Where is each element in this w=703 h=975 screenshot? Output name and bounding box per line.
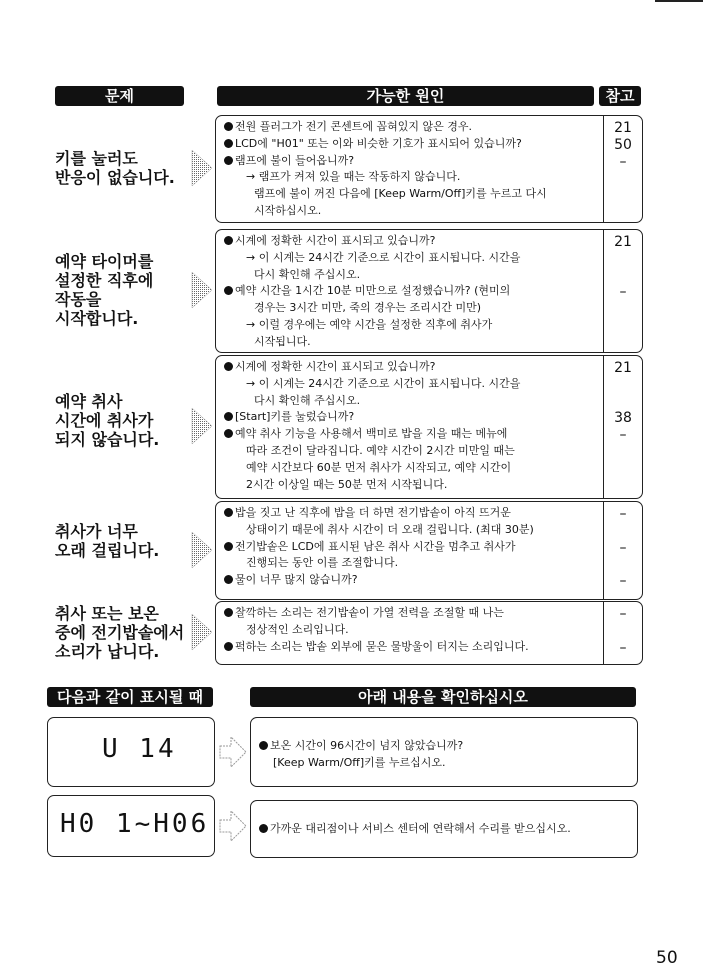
cause-line [224, 334, 604, 351]
message-line [273, 755, 446, 771]
cause-text: 물이 너무 많지 않습니까? [235, 573, 358, 587]
cause-line [224, 409, 604, 426]
message-line [259, 821, 571, 837]
problem-text [55, 604, 184, 661]
cause-line [224, 443, 604, 460]
cause-content [224, 605, 604, 655]
problem-text [55, 522, 159, 560]
bullet-icon [224, 139, 233, 148]
display-code: U 14 [102, 734, 177, 764]
cause-text: 상태이기 때문에 취사 시간이 더 오래 걸립니다. (최대 30분) [246, 522, 534, 536]
bullet-icon [259, 741, 268, 750]
cause-text: 시계에 정확한 시간이 표시되고 있습니까? [235, 234, 436, 247]
cause-content [224, 233, 604, 351]
cause-text: 예약 시간을 1시간 10분 미만으로 설정했습니까? (현미의 [235, 284, 511, 298]
cause-box [215, 501, 643, 600]
header-problem-label: 문제 [105, 87, 134, 105]
problem-line: 중에 전기밥솥에서 [55, 623, 185, 642]
message-text: 가까운 대리점이나 서비스 센터에 연락해서 수리를 받으십시오. [270, 822, 571, 835]
message-box-2 [250, 800, 638, 858]
cause-line [224, 136, 604, 153]
reference-column [603, 502, 642, 599]
cause-box [215, 601, 643, 665]
cause-line [224, 283, 604, 300]
reference-page: – [619, 506, 627, 522]
cause-line [224, 233, 604, 250]
problem-line: 예약 타이머를 [55, 252, 154, 271]
cause-line [224, 119, 604, 136]
problem-line: 예약 취사 [55, 392, 123, 411]
cause-text: 시작됩니다. [254, 334, 311, 348]
reference-page: – [619, 639, 627, 656]
arrow-right-icon [190, 271, 214, 309]
cause-text: 램프에 불이 꺼진 다음에 [Keep Warm/Off]키를 누르고 다시 [254, 187, 547, 201]
reference-page: 38 [614, 410, 632, 427]
cause-text: 다시 확인해 주십시오. [254, 267, 361, 281]
reference-column [603, 356, 642, 498]
arrow-icon [219, 808, 247, 844]
problem-line: 시간에 취사가 [55, 411, 154, 430]
cause-text: 예약 시간보다 60분 먼저 취사가 시작되고, 예약 시간이 [246, 460, 512, 474]
problem-text [55, 252, 153, 328]
cause-line [224, 203, 604, 220]
cause-text: → 이 시계는 24시간 기준으로 시간이 표시됩니다. 시간을 [246, 250, 521, 264]
cause-content [224, 119, 604, 220]
cause-text: 시작하십시오. [254, 203, 322, 217]
header-display-label: 다음과 같이 표시될 때 [56, 688, 204, 706]
cause-line [224, 622, 604, 639]
problem-line: 오래 걸립니다. [55, 541, 160, 560]
cause-line [224, 555, 604, 572]
bullet-icon [224, 236, 233, 245]
header-ref-label: 참고 [605, 87, 635, 105]
cause-box [215, 115, 643, 223]
cause-line [224, 505, 604, 522]
bullet-icon [224, 575, 233, 584]
reference-page: – [619, 539, 627, 556]
header-check [250, 687, 636, 707]
reference-page: – [619, 427, 627, 444]
reference-column [603, 116, 642, 222]
cause-line [224, 393, 604, 410]
cause-text: 퍽하는 소리는 밥솥 외부에 묻은 물방울이 터지는 소리입니다. [235, 639, 529, 653]
cause-text: 찰깍하는 소리는 전기밥솥이 가열 전력을 조절할 때 나는 [235, 606, 504, 619]
cause-text: 정상적인 소리입니다. [246, 622, 349, 636]
page-number: 50 [656, 948, 678, 968]
arrow-right-icon [190, 149, 214, 187]
cause-content [224, 505, 604, 589]
cause-text: 전원 플러그가 전기 콘센트에 꼽혀있지 않은 경우. [235, 120, 472, 133]
cause-line [224, 605, 604, 622]
display-box-1 [47, 717, 215, 787]
message-text: 보온 시간이 96시간이 넘지 않았습니까? [270, 739, 464, 752]
message-line [259, 738, 463, 754]
cause-text: 램프에 불이 들어옵니까? [235, 153, 355, 167]
bullet-icon [224, 429, 233, 438]
reference-page: 50 [614, 136, 632, 153]
problem-line: 설정한 직후에 [55, 271, 154, 290]
cause-line [224, 460, 604, 477]
reference-column [603, 230, 642, 352]
cause-line [224, 376, 604, 393]
problem-line: 키를 눌러도 [55, 149, 138, 168]
problem-line: 반응이 없습니다. [55, 168, 175, 187]
bullet-icon [259, 824, 268, 833]
cause-line [224, 477, 604, 494]
reference-page: – [619, 284, 627, 301]
cause-line [224, 169, 604, 186]
cause-text: 예약 취사 기능을 사용해서 백미로 밥을 지을 때는 메뉴에 [235, 427, 508, 441]
cause-line [224, 539, 604, 556]
cause-line [224, 572, 604, 589]
header-cause-label: 가능한 원인 [366, 87, 445, 105]
cause-content [224, 359, 604, 493]
bullet-icon [224, 542, 233, 551]
problem-line: 되지 않습니다. [55, 430, 160, 449]
cause-line [224, 300, 604, 317]
problem-line: 시작합니다. [55, 309, 139, 328]
reference-page: 21 [614, 234, 632, 250]
bullet-icon [224, 156, 233, 165]
problem-text [55, 149, 175, 187]
cause-text: 시계에 정확한 시간이 표시되고 있습니까? [235, 360, 436, 373]
cause-box [215, 355, 643, 499]
reference-page: – [619, 573, 627, 590]
cause-line [224, 186, 604, 203]
cause-text: 따라 조건이 달라집니다. 예약 시간이 2시간 미만일 때는 [246, 443, 515, 457]
cause-text: → 이럴 경우에는 예약 시간을 설정한 직후에 취사가 [246, 317, 493, 331]
top-rule [655, 0, 703, 2]
cause-line [224, 267, 604, 284]
cause-text: 밥을 짓고 난 직후에 밥을 더 하면 전기밥솥이 아직 뜨거운 [235, 506, 511, 519]
cause-text: 다시 확인해 주십시오. [254, 393, 361, 407]
header-ref [599, 86, 641, 106]
bullet-icon [224, 362, 233, 371]
cause-text: 2시간 이상일 때는 50분 먼저 시작됩니다. [246, 477, 448, 491]
cause-line [224, 153, 604, 170]
problem-line: 소리가 납니다. [55, 642, 160, 661]
arrow-right-icon [190, 613, 214, 651]
arrow-icon [219, 734, 247, 770]
cause-line [224, 426, 604, 443]
header-problem [55, 86, 184, 106]
cause-text: → 이 시계는 24시간 기준으로 시간이 표시됩니다. 시간을 [246, 376, 521, 390]
message-box-1 [250, 717, 638, 787]
bullet-icon [224, 286, 233, 295]
cause-line [224, 317, 604, 334]
cause-text: 경우는 3시간 미만, 죽의 경우는 조리시간 미만) [254, 301, 482, 315]
cause-text: [Start]키를 눌렀습니까? [235, 410, 355, 424]
bullet-icon [224, 508, 233, 517]
arrow-right-icon [190, 407, 214, 445]
bullet-icon [224, 642, 233, 651]
header-check-label: 아래 내용을 확인하십시오 [358, 688, 528, 706]
cause-box [215, 229, 643, 353]
bullet-icon [224, 608, 233, 617]
cause-text: LCD에 "H01" 또는 이와 비슷한 기호가 표시되어 있습니까? [235, 136, 522, 150]
cause-line [224, 522, 604, 539]
reference-page: – [619, 606, 627, 622]
problem-line: 취사 또는 보온 [55, 604, 159, 623]
problem-text [55, 392, 159, 449]
reference-page: – [619, 153, 627, 170]
reference-column [603, 602, 642, 664]
cause-text: → 램프가 켜져 있을 때는 작동하지 않습니다. [246, 170, 461, 184]
cause-line [224, 250, 604, 267]
display-box-2 [47, 795, 215, 857]
problem-line: 취사가 너무 [55, 522, 138, 541]
header-display [47, 687, 213, 707]
cause-text: 전기밥솥은 LCD에 표시된 남은 취사 시간을 멈추고 취사가 [235, 539, 516, 553]
bullet-icon [224, 122, 233, 131]
cause-line [224, 639, 604, 656]
cause-line [224, 359, 604, 376]
cause-text: 진행되는 동안 이를 조절합니다. [246, 556, 399, 570]
header-cause [217, 86, 594, 106]
reference-page: 21 [614, 120, 632, 136]
problem-line: 작동을 [55, 290, 102, 309]
bullet-icon [224, 412, 233, 421]
arrow-right-icon [190, 531, 214, 569]
message-text: [Keep Warm/Off]키를 누르십시오. [273, 756, 446, 769]
display-code: H0 1~H06 [60, 809, 210, 839]
reference-page: 21 [614, 360, 632, 376]
